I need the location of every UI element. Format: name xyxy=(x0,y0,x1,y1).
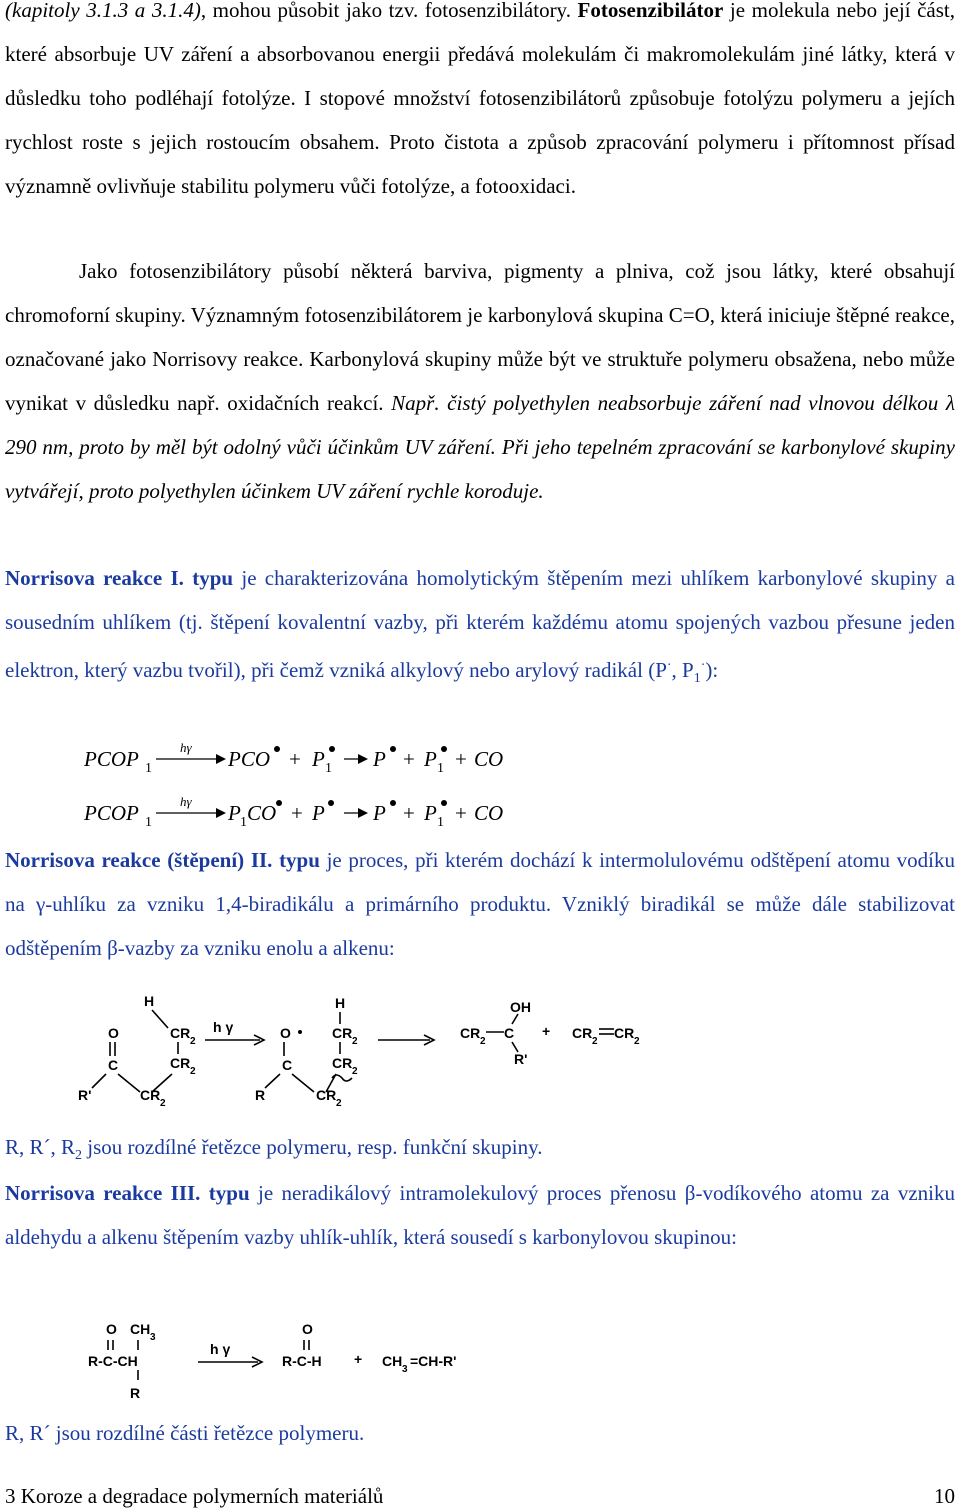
paragraph-norrish-3 xyxy=(5,1171,955,1259)
norrish-2-scheme xyxy=(60,988,680,1108)
svg-text:O: O xyxy=(106,1321,117,1337)
norrish-1-equations xyxy=(0,736,560,836)
para2-text: Jako fotosenzibilátory působí některá barviva, pigmenty a plniva, což jsou látky, které obsahují chromoforní skupiny. Významným fotosenzibilátorem je karbonylová skupina C=O, která iniciuje štěpné reakce, označované jako Norrisovy reakce. Karbonylová skupiny může být ve struktuře polymeru obsažena, nebo může vynikat v důsledku např. oxidačních reakcí. xyxy=(5,259,955,415)
svg-text:PCOP: PCOP xyxy=(84,801,139,825)
svg-text:1: 1 xyxy=(437,761,444,776)
norrish3-text: je neradikálový intramolekulový proces přenosu β-vodíkového atomu za vzniku aldehydu a alkenu štěpením vazby uhlík-uhlík, která sousedí s karbonylovou skupinou: xyxy=(5,1181,956,1249)
norrish2-text: je proces, při kterém dochází k intermolulovému odštěpení atomu vodíku na γ-uhlíku za vzniku 1,4-biradikálu a primárního produktu. Vzniklý biradikál se může dále stabilizovat odštěpením β-vazby za vzniku enolu a alkenu: xyxy=(5,848,955,960)
para2-italic: Např. čistý polyethylen neabsorbuje záření nad vlnovou délkou λ 290 nm, proto by měl být odolný vůči účinkům UV záření. Při jeho tepelném zpracování se karbonylové skupiny vytvářejí, proto polyethylen účinkem UV záření rychle koroduje. xyxy=(5,391,955,503)
svg-text:2: 2 xyxy=(160,1098,166,1108)
svg-text:R-C-H: R-C-H xyxy=(282,1353,322,1369)
note-r-chains: R, R´ jsou rozdílné části řetězce polymeru. xyxy=(5,1421,365,1445)
svg-text:P: P xyxy=(312,747,325,771)
svg-text:hγ: hγ xyxy=(180,794,192,809)
svg-text:+: + xyxy=(291,801,303,825)
svg-text:2: 2 xyxy=(336,1098,342,1108)
svg-text:P: P xyxy=(373,747,386,771)
para1-start: , mohou působit jako tzv. fotosenzibilátory. xyxy=(200,0,578,22)
page-number: 10 xyxy=(934,1484,955,1508)
svg-text:=CH-R': =CH-R' xyxy=(410,1353,457,1369)
svg-text:CR: CR xyxy=(572,1025,593,1041)
svg-text:R: R xyxy=(130,1385,141,1401)
svg-text:CH: CH xyxy=(130,1321,151,1337)
svg-text:+: + xyxy=(403,801,415,825)
note-r-groups: R, R´, $R_2$ jsou rozdílné řetězce polymeru, resp. funkční skupiny. xyxy=(5,1135,543,1164)
page-footer xyxy=(5,1480,955,1512)
term-fotosenzibilator: Fotosenzibilátor xyxy=(577,0,724,22)
svg-text:CR: CR xyxy=(460,1025,481,1041)
svg-text:1: 1 xyxy=(145,761,152,776)
norrish1-text: je charakterizována homolytickým štěpením mezi uhlíkem karbonylové skupiny a sousedním uhlíkem (tj. štěpení kovalentní vazby, při kterém každému atomu spojených vazbou přesune jeden elektron, který vazbu tvořil), při čemž vzniká alkylový nebo arylový radikál (P xyxy=(5,566,955,682)
svg-text:C: C xyxy=(108,1057,119,1073)
svg-text:2: 2 xyxy=(480,1036,486,1047)
svg-text:H: H xyxy=(335,995,346,1011)
svg-text:1: 1 xyxy=(325,761,332,776)
svg-text:2: 2 xyxy=(592,1036,598,1047)
svg-text:R': R' xyxy=(78,1087,92,1103)
svg-text:H: H xyxy=(144,993,155,1009)
svg-text:P: P xyxy=(312,801,325,825)
svg-text:P: P xyxy=(373,801,386,825)
svg-text:CR: CR xyxy=(316,1087,337,1103)
svg-text:+: + xyxy=(354,1351,363,1367)
norrish1-heading: Norrisova reakce I. typu xyxy=(5,566,234,590)
svg-text:1: 1 xyxy=(437,815,444,830)
paragraph-norrish-2 xyxy=(5,838,955,970)
norrish3-heading: Norrisova reakce III. typu xyxy=(5,1181,250,1205)
svg-text:CO: CO xyxy=(474,801,504,825)
paragraph-fotosenzibilator xyxy=(5,0,955,208)
svg-text:2: 2 xyxy=(352,1066,358,1077)
eq1-lhs: PCOP xyxy=(84,747,139,771)
norrish-3-scheme xyxy=(80,1318,500,1402)
svg-text:OH: OH xyxy=(510,999,531,1015)
svg-text:2: 2 xyxy=(190,1066,196,1077)
svg-text:R': R' xyxy=(514,1051,528,1067)
footer-chapter: 3 Koroze a degradace polymerních materiálů xyxy=(5,1484,384,1508)
svg-text:O: O xyxy=(302,1321,313,1337)
svg-text:CR: CR xyxy=(170,1055,191,1071)
svg-text:3: 3 xyxy=(150,1332,156,1343)
svg-text:hγ: hγ xyxy=(180,740,192,755)
svg-text:h γ: h γ xyxy=(213,1019,234,1035)
svg-text:+: + xyxy=(455,801,467,825)
svg-text:+: + xyxy=(289,747,301,771)
svg-text:CR: CR xyxy=(170,1025,191,1041)
svg-text:2: 2 xyxy=(634,1036,640,1047)
svg-text:2: 2 xyxy=(190,1036,196,1047)
svg-text:1: 1 xyxy=(240,815,247,830)
svg-text:C: C xyxy=(504,1025,515,1041)
svg-text:P: P xyxy=(228,801,241,825)
svg-text:3: 3 xyxy=(402,1364,408,1375)
svg-text:+: + xyxy=(455,747,467,771)
svg-text:O: O xyxy=(108,1025,119,1041)
svg-text:CH: CH xyxy=(382,1353,403,1369)
svg-text:CO: CO xyxy=(247,801,277,825)
svg-text:CR: CR xyxy=(614,1025,635,1041)
svg-text:R: R xyxy=(255,1087,266,1103)
paragraph-norrish-1: Norrisova reakce I. typu je charakterizována homolytickým štěpením mezi uhlíkem karbonylové skupiny a sousedním uhlíkem (tj. štěpení kovalentní vazby, při kterém každému atomu spojených vazbou přesune jeden elektron, který vazbu tvořil), při čemž vzniká alkylový nebo arylový radikál (P·, $P_1^\cdot$): xyxy=(5,566,955,687)
svg-text:+: + xyxy=(403,747,415,771)
svg-text:P: P xyxy=(424,801,437,825)
svg-text:CR: CR xyxy=(332,1055,353,1071)
svg-text:P: P xyxy=(424,747,437,771)
paragraph-chromophores xyxy=(5,249,955,513)
svg-text:R-C-CH: R-C-CH xyxy=(88,1353,138,1369)
svg-text:+: + xyxy=(542,1023,551,1039)
svg-text:2: 2 xyxy=(352,1036,358,1047)
svg-text:1: 1 xyxy=(145,815,152,830)
para1-text: je molekula nebo její část, které absorbuje UV záření a absorbovanou energii předává molekulám či makromolekulám jiné látky, která v důsledku toho podléhají fotolýze. I stopové množství fotosenzibilátorů způsobuje fotolýzu polymeru a jejích rychlost roste s jejich rostoucím obsahem. Proto čistota a způsob zpracování polymeru i přítomnost přísad významně ovlivňuje stabilitu polymeru vůči fotolýze, a fotooxidaci. xyxy=(5,0,955,198)
svg-text:CR: CR xyxy=(140,1087,161,1103)
svg-text:h γ: h γ xyxy=(210,1341,231,1357)
svg-text:O: O xyxy=(280,1025,291,1041)
svg-text:C: C xyxy=(282,1057,293,1073)
svg-text:PCO: PCO xyxy=(228,747,270,771)
svg-text:CR: CR xyxy=(332,1025,353,1041)
norrish2-heading: Norrisova reakce (štěpení) II. typu xyxy=(5,848,320,872)
chapter-ref: (kapitoly 3.1.3 a 3.1.4) xyxy=(5,0,201,22)
svg-text:CO: CO xyxy=(474,747,504,771)
